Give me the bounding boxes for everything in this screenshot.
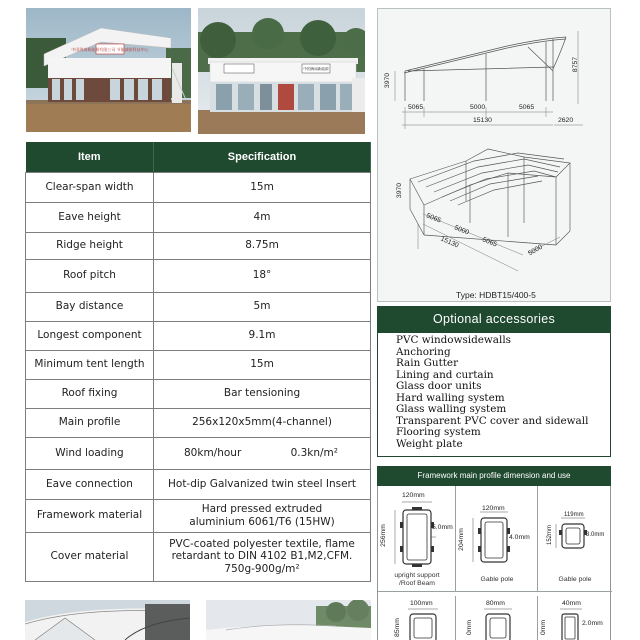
table-row xyxy=(26,469,371,499)
row-spec: Hot-dip Galvanized twin steel Insert xyxy=(154,469,371,499)
row-item: Main profile xyxy=(26,408,154,437)
table-row xyxy=(26,379,371,408)
dim-side-extension: 2620 xyxy=(558,117,574,124)
iso-dim-bay-2: 5000 xyxy=(453,224,470,237)
row-spec: 15m xyxy=(154,172,371,202)
list-item: Anchoring xyxy=(396,345,451,358)
wind-speed: 80km/hour xyxy=(184,446,242,459)
partial-2-height: 0mm xyxy=(466,619,474,636)
dim-bay-3: 5065 xyxy=(519,104,535,111)
profile-2-thickness: 4.0mm xyxy=(509,534,530,541)
row-spec: 5m xyxy=(154,292,371,321)
row-item: Ridge height xyxy=(26,232,154,259)
row-item: Longest component xyxy=(26,321,154,350)
iso-dim-bay-3: 5065 xyxy=(481,236,498,249)
use-line: upright support xyxy=(394,572,440,579)
use-line: /Roof Beam xyxy=(399,580,435,587)
spec-table-header xyxy=(26,142,371,172)
profile-2-use: Gable pole xyxy=(480,576,514,583)
table-row xyxy=(26,172,371,202)
row-item: Eave height xyxy=(26,202,154,232)
table-row xyxy=(26,232,371,259)
framework-title: Framework main profile dimension and use xyxy=(377,466,611,486)
partial-1-width: 100mm xyxy=(410,600,433,607)
spec-line: Hard pressed extruded xyxy=(201,503,323,516)
iso-dim-bay-1: 5065 xyxy=(425,212,442,225)
profile-1-use xyxy=(378,572,456,588)
row-spec: 256x120x5mm(4-channel) xyxy=(154,408,371,437)
table-row xyxy=(26,499,371,532)
partial-profile-2 xyxy=(456,596,538,640)
list-item: PVC windowsidewalls xyxy=(396,334,511,346)
list-item: Glass walling system xyxy=(396,403,507,415)
row-item: Clear-span width xyxy=(26,172,154,202)
list-item: Flooring system xyxy=(396,426,481,438)
partial-profile-3 xyxy=(538,596,612,640)
row-item: Cover material xyxy=(26,532,154,581)
dim-height-left: 3970 xyxy=(384,72,392,89)
tent-photo-middle xyxy=(198,8,365,134)
spec-line: 750g-900g/m² xyxy=(224,562,300,575)
profile-cell-3 xyxy=(538,486,612,592)
profile-2-height: 204mm xyxy=(457,528,465,551)
tent-sign-2: 中国海南新能源 xyxy=(303,67,329,71)
profile-3-height: 152mm xyxy=(547,524,554,546)
tent-sign: 中国海南新能源有限公司 节能减排科技中心 xyxy=(71,47,149,52)
structure-drawing-panel xyxy=(377,8,611,302)
profile-section-icon xyxy=(456,596,538,640)
bottom-photo-right xyxy=(206,600,371,640)
row-spec: Bar tensioning xyxy=(154,379,371,408)
dim-bay-2: 5000 xyxy=(470,104,486,111)
profile-3-thickness: 3.0mm xyxy=(586,532,605,538)
profile-section-icon xyxy=(378,596,456,640)
profile-3-width: 119mm xyxy=(564,512,584,518)
spec-table xyxy=(25,142,371,582)
accessories-title: Optional accessories xyxy=(377,306,611,332)
profile-section-icon xyxy=(538,596,612,640)
row-spec: 9.1m xyxy=(154,321,371,350)
list-item: Rain Gutter xyxy=(396,357,459,369)
row-spec: 8.75m xyxy=(154,232,371,259)
row-item: Roof fixing xyxy=(26,379,154,408)
partial-1-height: 85mm xyxy=(393,618,401,637)
list-item: Lining and curtain xyxy=(396,368,494,381)
profile-1-thickness: 5.0mm xyxy=(432,524,453,531)
spec-line: PVC-coated polyester textile, flame xyxy=(169,538,355,551)
table-row xyxy=(26,350,371,379)
dim-bay-1: 5065 xyxy=(408,104,424,111)
row-spec xyxy=(154,437,371,469)
partial-3-width: 40mm xyxy=(562,600,581,607)
row-item: Minimum tent length xyxy=(26,350,154,379)
row-item: Eave connection xyxy=(26,469,154,499)
table-row xyxy=(26,437,371,469)
tent-photo-left xyxy=(26,8,191,132)
profile-cell-1 xyxy=(378,486,456,592)
header-item: Item xyxy=(26,142,154,172)
row-item: Bay distance xyxy=(26,292,154,321)
bottom-photo-left xyxy=(25,600,190,640)
accessories-list xyxy=(377,332,611,457)
table-row xyxy=(26,408,371,437)
spec-line: retardant to DIN 4102 B1,M2,CFM. xyxy=(171,550,353,563)
list-item: Transparent PVC cover and sidewall xyxy=(396,414,589,427)
list-item: Glass door units xyxy=(396,380,482,392)
row-spec xyxy=(154,499,371,532)
row-item: Framework material xyxy=(26,499,154,532)
row-item: Wind loading xyxy=(26,437,154,469)
partial-3-height: 0mm xyxy=(540,619,548,636)
framework-profiles-panel xyxy=(377,486,611,640)
partial-2-width: 80mm xyxy=(486,600,505,607)
iso-dim-depth: 5000 xyxy=(527,243,544,258)
spec-line: aluminium 6061/T6 (15HW) xyxy=(189,515,335,528)
profile-cell-2 xyxy=(456,486,538,592)
table-row xyxy=(26,202,371,232)
drawing-type-label: Type: HDBT15/400-5 xyxy=(456,290,536,300)
row-spec: 15m xyxy=(154,350,371,379)
list-item: Hard walling system xyxy=(396,391,505,404)
dim-total-width: 15130 xyxy=(473,117,492,124)
dim-height-right: 8757 xyxy=(572,56,580,73)
row-spec: 4m xyxy=(154,202,371,232)
table-row xyxy=(26,321,371,350)
profile-1-width: 120mm xyxy=(402,492,425,499)
iso-dim-height: 3970 xyxy=(396,182,404,199)
table-row xyxy=(26,292,371,321)
row-spec: 18° xyxy=(154,259,371,292)
profile-1-height: 256mm xyxy=(379,524,387,547)
iso-dim-total: 15130 xyxy=(439,235,460,250)
table-row xyxy=(26,532,371,581)
table-row xyxy=(26,259,371,292)
row-spec xyxy=(154,532,371,581)
profile-2-width: 120mm xyxy=(482,505,505,512)
list-item: Weight plate xyxy=(396,437,463,450)
partial-profile-1 xyxy=(378,596,456,640)
profile-3-use: Gable pole xyxy=(558,576,592,583)
row-item: Roof pitch xyxy=(26,259,154,292)
partial-3-thickness: 2.0mm xyxy=(582,620,603,627)
wind-pressure: 0.3kn/m² xyxy=(290,446,338,459)
header-spec: Specification xyxy=(154,142,371,172)
